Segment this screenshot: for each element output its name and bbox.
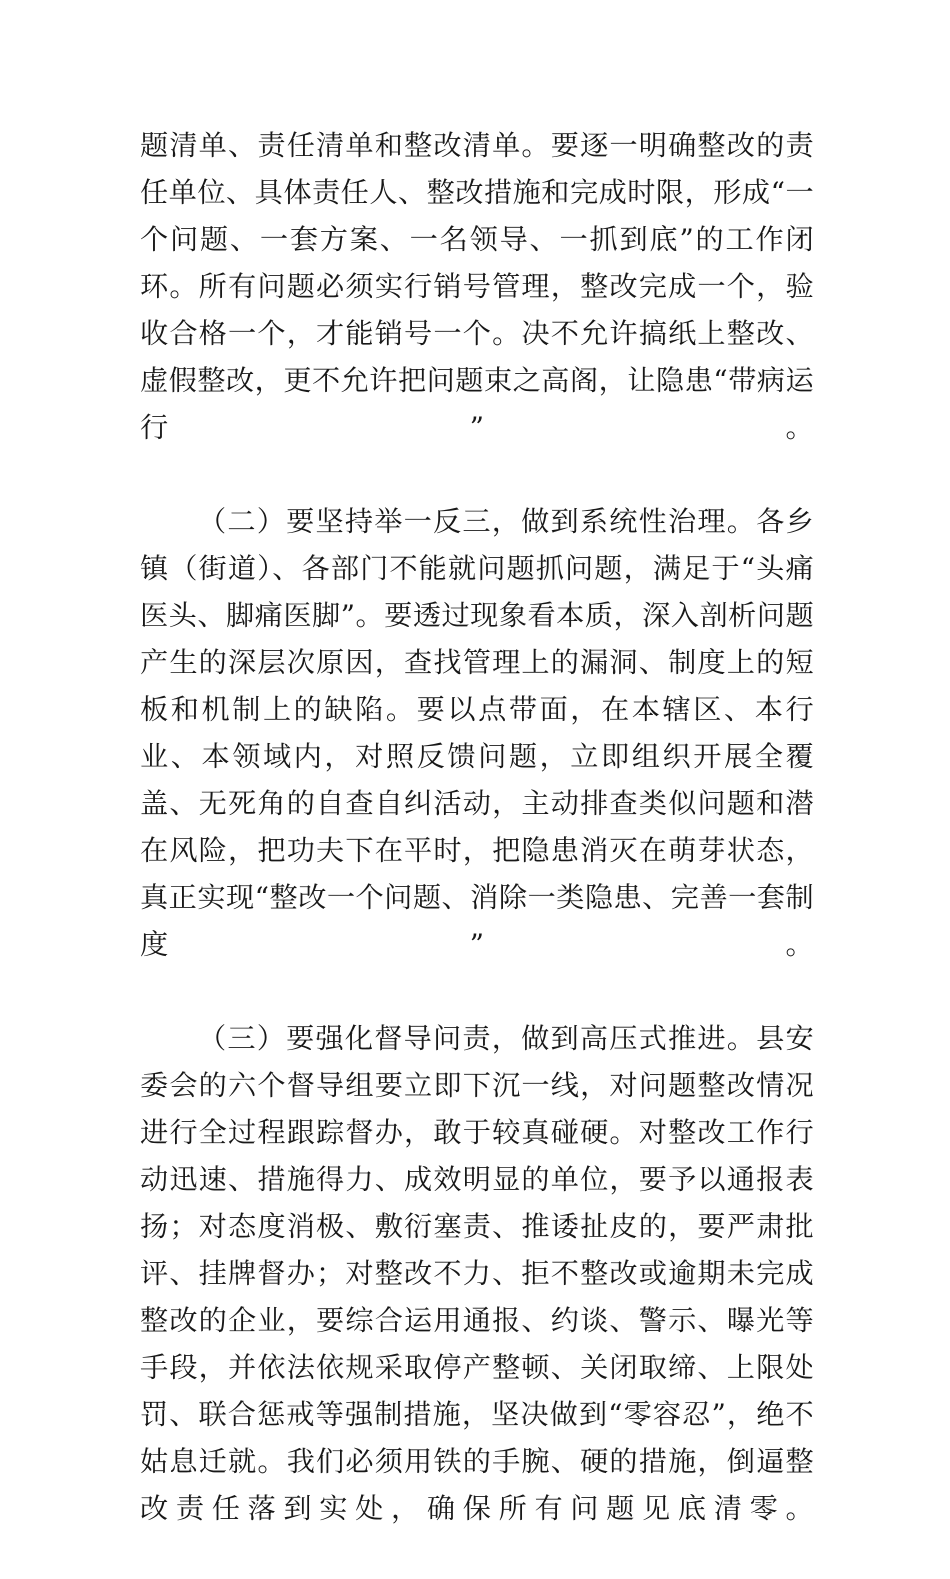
paragraph-section-three: （三）要强化督导问责，做到高压式推进。县安委会的六个督导组要立即下沉一线，对问题整改情况进行全过程跟踪督办，敢于较真碰硬。对整改工作行动迅速、措施得力、成效明显的单位，要予以通报表扬；对态度消极、敷衍塞责、推诿扯皮的，要严肃批评、挂牌督办；对整改不力、拒不整改或逾期未完成整改的企业，要综合运用通报、约谈、警示、曝光等手段，并依法依规采取停产整顿、关闭取缔、上限处罚、联合惩戒等强制措施，坚决做到“零容忍”，绝不姑息迁就。我们必须用铁的手腕、硬的措施，倒逼整改责任落到实处，确保所有问题见底清零。 bbox=[140, 1022, 814, 1525]
document-text-column bbox=[140, 122, 814, 1579]
paragraph-continuation: 题清单、责任清单和整改清单。要逐一明确整改的责任单位、具体责任人、整改措施和完成时限，形成“一个问题、一套方案、一名领导、一抓到底”的工作闭环。所有问题必须实行销号管理，整改完成一个，验收合格一个，才能销号一个。决不允许搞纸上整改、虚假整改，更不允许把问题束之高阁，让隐患“带病运行”。 bbox=[140, 129, 814, 444]
paragraph-section-two: （二）要坚持举一反三，做到系统性治理。各乡镇（街道）、各部门不能就问题抓问题，满足于“头痛医头、脚痛医脚”。要透过现象看本质，深入剖析问题产生的深层次原因，查找管理上的漏洞、制度上的短板和机制上的缺陷。要以点带面，在本辖区、本行业、本领域内，对照反馈问题，立即组织开展全覆盖、无死角的自查自纠活动，主动排查类似问题和潜在风险，把功夫下在平时，把隐患消灭在萌芽状态，真正实现“整改一个问题、消除一类隐患、完善一套制度”。 bbox=[140, 505, 814, 961]
